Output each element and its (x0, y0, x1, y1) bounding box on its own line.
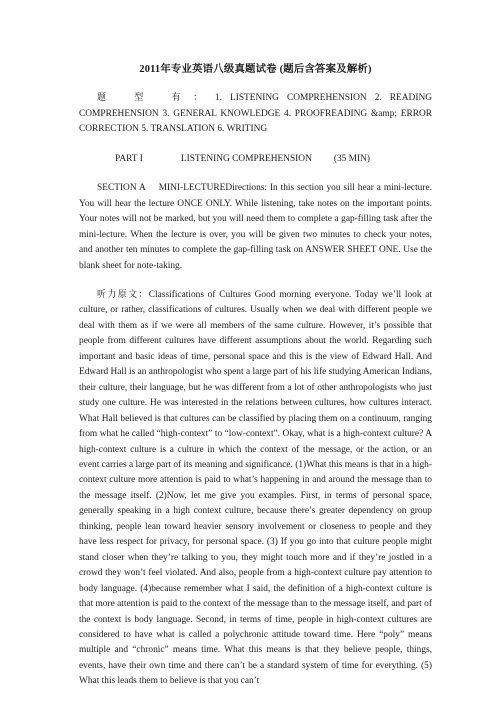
part-time: (35 MIN) (333, 153, 371, 164)
part-label: PART I (115, 153, 143, 164)
question-types-paragraph (79, 91, 432, 137)
section-a-directions (79, 181, 432, 274)
transcript-text: Classifications of Cultures Good morning everyone. Today we’ll look at culture, or rather, classifications of cultures. Usually when we deal with different people we deal with them as if we were all members of the same culture. However, it’s possible that people from different cultures have different assumptions about the world. Regarding such important and basic ideas of time, personal space and this is the view of Edward Hall. And Edward Hall is an anthropologist who spent a large part of his life studying American Indians, their culture, their language, but he was different from a lot of other anthropologists who just study one culture. He was interested in the relations between cultures, how cultures interact. What Hall believed is that cultures can be classified by placing them on a continuum, ranging from what he called “high-context” to “low-context”. Okay, what is a high-context culture? A high-context culture is a culture in which the context of the message, or the action, or an event carries a large part of its meaning and significance. (1)What this means is that in a high-context culture more attention is paid to what’s happening in and around the message than to the message itself. (2)Now, let me give you examples. First, in terms of personal space, generally speaking in a high context culture, because there’s greater dependency on group thinking, people lean toward heavier sensory involvement or closeness to people and they have less respect for privacy, for personal space. (3) If you go into that culture people might stand closer when they’re talking to you, they might touch more and if they’re jostled in a crowd they won’t feel violated. And also, people from a high-context culture pay attention to body language. (4)because remember what I said, the definition of a high-context culture is that more attention is paid to the context of the message than to the message itself, and part of the context is body language. Second, in terms of time, people in high-context cultures are considered to have what is called a polychronic attitude toward time. Here “poly” means multiple and “chronic” means time. What this means is that they believe people, things, events, have their own time and there can’t be a standard system of time for everything. (5) What this leads them to believe is that you can’t (79, 289, 432, 687)
transcript-paragraph (79, 288, 432, 690)
question-types-label: 题 型 有： (97, 93, 215, 104)
transcript-label: 听力原文： (97, 289, 149, 300)
question-types-text: 1. LISTENING COMPREHENSION 2. READING COMPREHENSION 3. GENERAL KNOWLEDGE 4. PROOFREADING &amp; ERROR CORRECTION 5. TRANSLATION 6. WRITING (79, 93, 432, 135)
section-label: SECTION A (97, 183, 146, 194)
part-heading (79, 152, 432, 167)
section-directions-text: MINI-LECTUREDirections: In this section you sill hear a mini-lecture. You will hear the lecture ONCE ONLY. While listening, take notes on the important points. Your notes will not be marked, but you will need them to complete a gap-filling task after the mini-lecture. When the lecture is over, you will be given two minutes to check your notes, and another ten minutes to complete the gap-filling task on ANSWER SHEET ONE. Use the blank sheet for note-taking. (79, 183, 432, 271)
part-title: LISTENING COMPREHENSION (180, 153, 312, 164)
document-title: 2011年专业英语八级真题试卷 (题后含答案及解析) (139, 64, 372, 75)
